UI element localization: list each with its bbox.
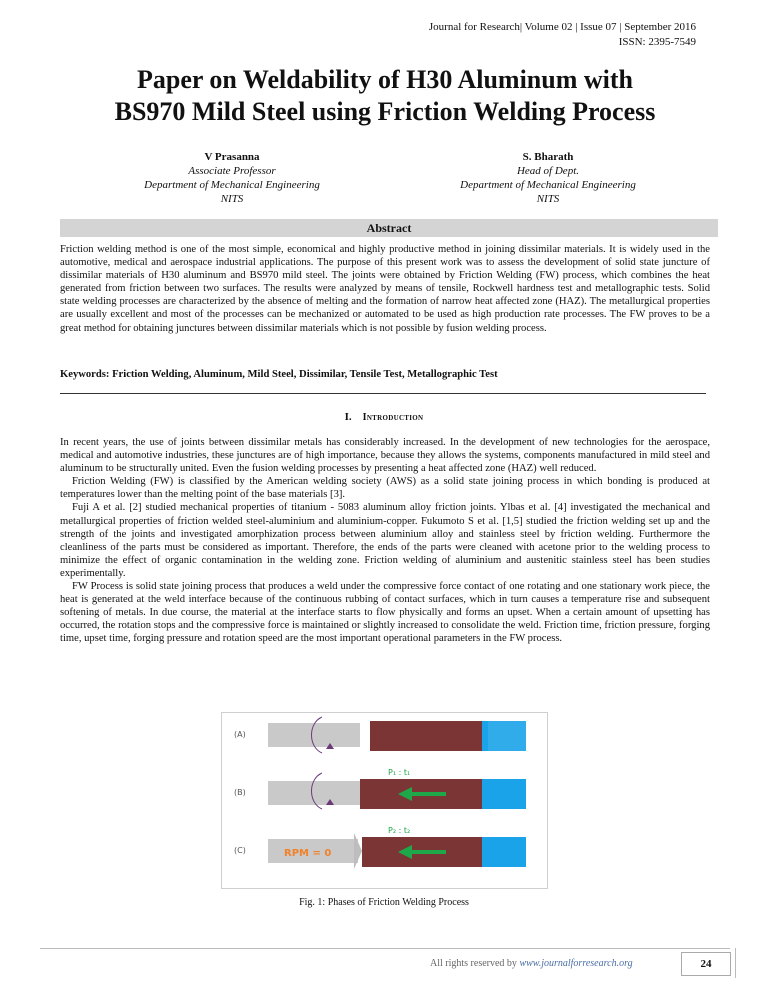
footer-url[interactable]: www.journalforresearch.org (519, 958, 633, 969)
page-number: 24 (681, 952, 731, 976)
clamp (482, 779, 526, 809)
author-block (102, 150, 362, 206)
author-role: Head of Dept. (516, 165, 579, 177)
footer-rights: All rights reserved by (430, 958, 517, 969)
intro-text (60, 436, 710, 646)
figure-diagram (222, 713, 547, 888)
row-label: (A) (234, 730, 246, 739)
paragraph: Friction Welding (FW) is classified by the American welding society (AWS) as a solid state joining process in which bonding is produced at temperatures lower than the melting point of the base materials [3]. (60, 476, 710, 501)
clamp (488, 721, 526, 751)
author-name: S. Bharath (522, 151, 574, 163)
issn: ISSN: 2395-7549 (618, 36, 696, 48)
abstract-text: Friction welding method is one of the most simple, economical and highly productive method in joining dissimilar materials. It is widely used in the automotive, medical and aerospace industrial applications. The purpose of this present work was to assess the development of solid state juncture of dissimilar materials of H30 aluminum and BS970 mild steel. The joints were obtained by Friction Welding (FW) process, which combines the heat generated from friction between two surfaces. The results were analyzed by means of tensile, Rockwell hardness test and metallographic tests. Solid state welding processes are characterized by the absence of melting and the formation of narrow heat affected zone (HAZ). The metallurgical properties are usually excellent and most of the processes can be mechanized or automated to be used as high production rate processes. The FW proves to be a great method for obtaining junctures between dissimilar materials which is not possible by fusion welding process. (60, 244, 710, 334)
title-line-2: BS970 Mild Steel using Friction Welding Process (114, 97, 656, 126)
steel-bar (370, 721, 482, 751)
row-label: (C) (234, 846, 246, 855)
paragraph: In recent years, the use of joints between dissimilar metals has considerably increased. In the development of new technologies for the aerospace, medical and automotive industries, these junctures are of high importance, because they allows the systems, components manufactured in mild steel and aluminum to be structurally united. Even the fusion welding processes by presenting a heat affected zone (HAZ) well reduced. (60, 437, 710, 475)
footer-copyright (430, 958, 633, 969)
running-header (429, 20, 696, 50)
section-title: Introduction (362, 412, 424, 423)
section-heading (0, 411, 768, 423)
pressure-label: P₁ : t₁ (388, 768, 411, 777)
abstract-heading: Abstract (60, 219, 718, 237)
paragraph: Fuji A et al. [2] studied mechanical properties of titanium - 5083 aluminum alloy friction joints. Ylbas et al. [4] investigated the mechanical and metallurgical properties of friction welded steel-aluminium and aluminium-copper. Fukumoto S et al. [1,5] studied the friction welding set up and the strength of the joints and investigated amorphization process between aluminium alloy and stainless steel by friction welding. Furthermore the cleanliness of the parts must be considered as important. Therefore, the ends of the parts were cleaned with acetone prior to the welding process to minimize the effect of organic contamination in the welding zone. Friction welding of aluminium and austenitic stainless steel has been studies experimentally. (60, 502, 710, 579)
row-label: (B) (234, 788, 246, 797)
paragraph: FW Process is solid state joining process that produces a weld under the compressive force contact of one rotating and one stationary work piece, the heat is generated at the weld interface because of the continuous rubbing of contact surfaces, which in turn causes a temperature rise and subsequent softening of metals. In due course, the material at the interface starts to flow physically and forms an upset. When a certain amount of upsetting has occurred, the rotation stops and the compressive force is maintained or slightly increased to consolidate the weld. Friction time, friction pressure, forging time, upset time, forging pressure and rotation speed are the most important operational parameters in the FW process. (60, 581, 710, 645)
footer-rule (40, 948, 730, 949)
pressure-label: P₂ : t₂ (388, 826, 411, 835)
author-inst: NITS (220, 193, 244, 205)
author-dept: Department of Mechanical Engineering (460, 179, 636, 191)
figure-friction-welding (221, 712, 548, 889)
rpm-label: RPM = 0 (284, 848, 332, 859)
author-dept: Department of Mechanical Engineering (144, 179, 320, 191)
author-name: V Prasanna (204, 151, 260, 163)
clamp (482, 721, 488, 751)
author-block (418, 150, 678, 206)
aluminum-bar (268, 723, 360, 747)
clamp (482, 837, 526, 867)
author-inst: NITS (536, 193, 560, 205)
author-role: Associate Professor (188, 165, 276, 177)
figure-caption: Fig. 1: Phases of Friction Welding Process (299, 897, 469, 908)
footer-divider (735, 948, 736, 978)
paper-title (40, 64, 730, 128)
divider (60, 393, 706, 394)
journal-line: Journal for Research| Volume 02 | Issue 07 | September 2016 (428, 21, 696, 33)
flash-upset (354, 833, 362, 869)
section-number: I. (344, 411, 352, 423)
keywords: Keywords: Friction Welding, Aluminum, Mild Steel, Dissimilar, Tensile Test, Metallographic Test (60, 369, 498, 380)
title-line-1: Paper on Weldability of H30 Aluminum with (136, 65, 633, 94)
